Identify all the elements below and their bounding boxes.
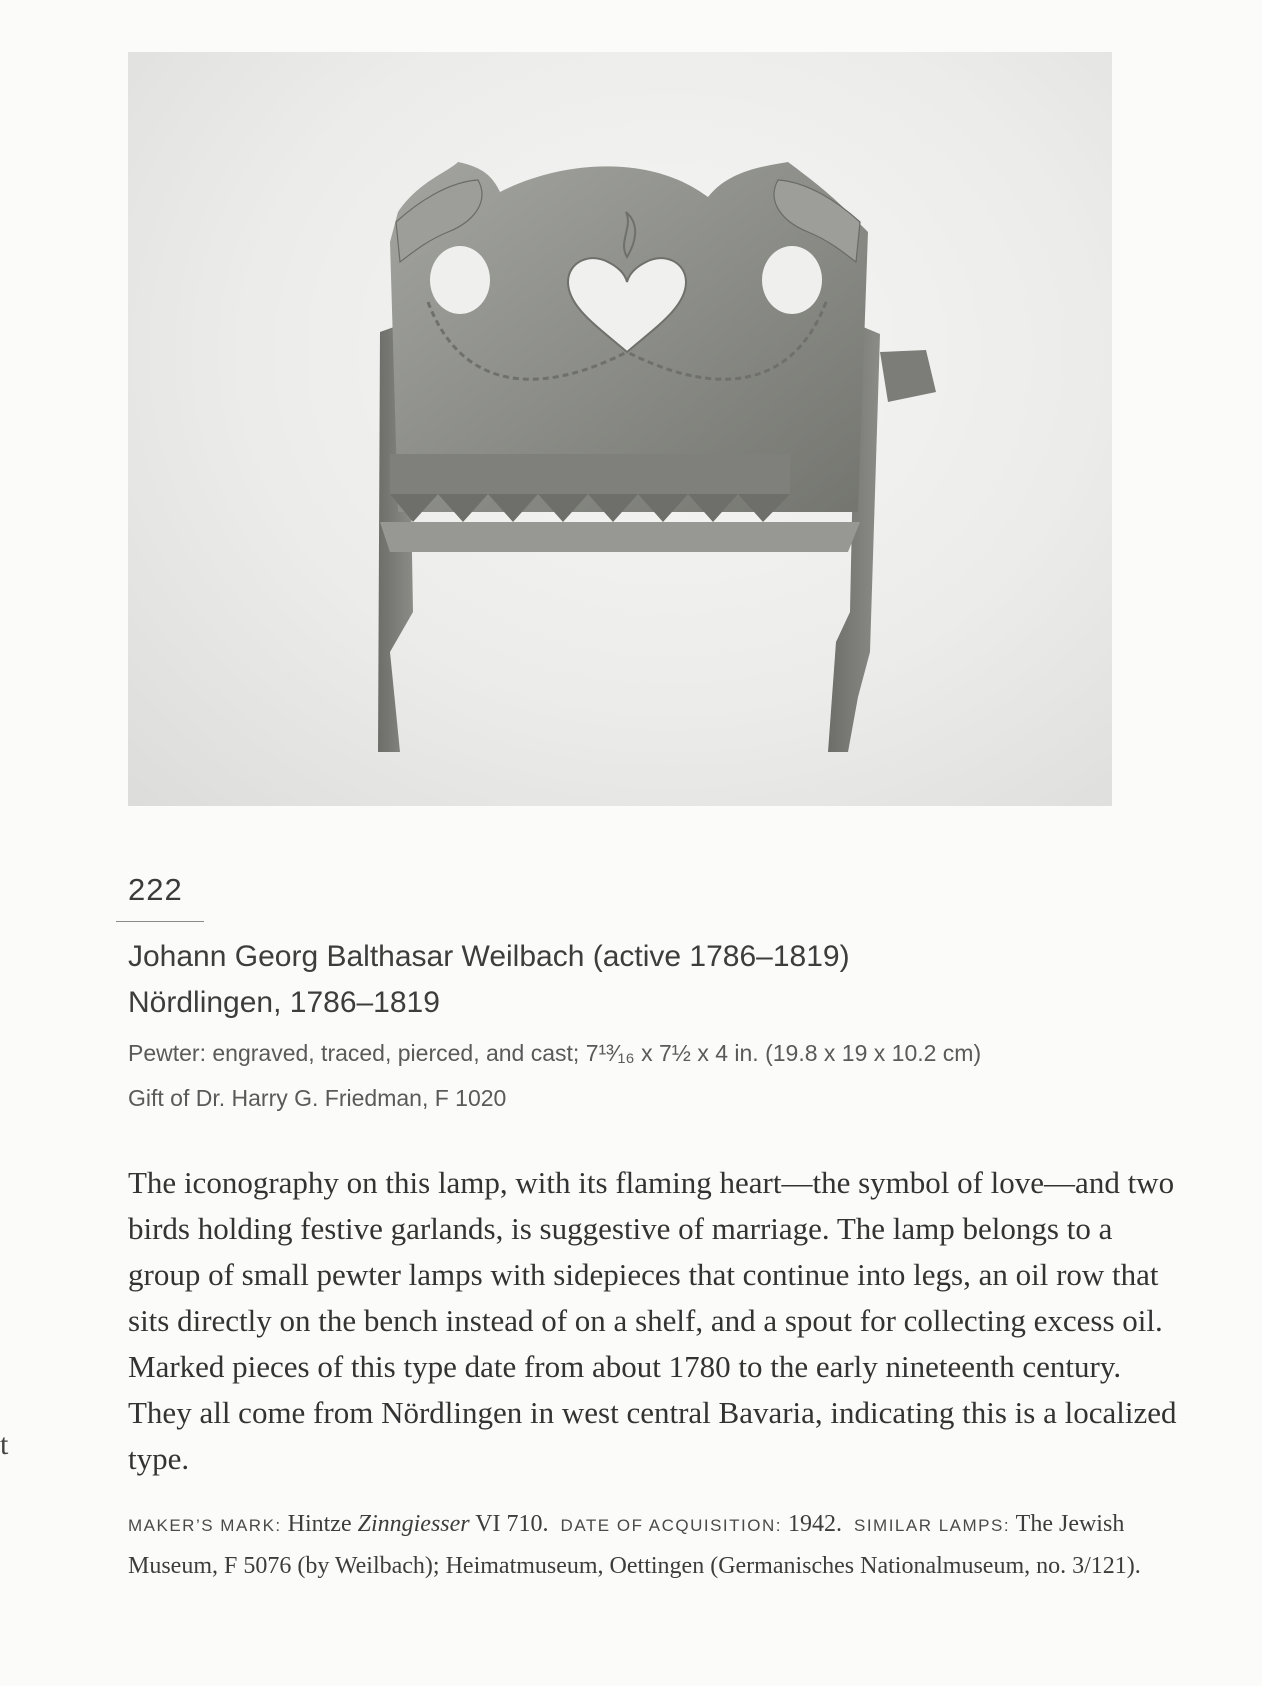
acquisition-value: 1942. — [787, 1511, 842, 1537]
pewter-lamp-illustration — [128, 52, 1112, 806]
catalog-number-rule — [116, 921, 204, 922]
acquisition-label: DATE OF ACQUISITION: — [560, 1516, 782, 1535]
medium-dimensions-line: Pewter: engraved, traced, pierced, and cast; 7¹³⁄₁₆ x 7½ x 4 in. (19.8 x 19 x 10.2 cm) — [128, 1040, 982, 1066]
description-paragraph: The iconography on this lamp, with its flaming heart—the symbol of love—and two birds holding festive garlands, is suggestive of marriage. The lamp belongs to a group of small pewter lamps with sidepieces that continue into legs, an oil row that sits directly on the bench instead of on a shelf, and a spout for collecting excess oil. Marked pieces of this type date from about 1780 to the early nineteenth century. They all come from Nördlingen in west central Bavaria, indicating this is a localized type. — [128, 1165, 1177, 1476]
maker-line: Johann Georg Balthasar Weilbach (active 1786–1819) — [128, 940, 850, 973]
makers-mark-prefix: Hintze — [287, 1511, 352, 1537]
place-date-line: Nördlingen, 1786–1819 — [128, 986, 440, 1019]
credit-line: Gift of Dr. Harry G. Friedman, F 1020 — [128, 1085, 507, 1111]
left-pierced-opening — [430, 246, 490, 314]
makers-mark-italic: Zinngiesser — [357, 1511, 470, 1537]
makers-mark-suffix: VI 710. — [475, 1511, 549, 1537]
catalog-notes — [128, 1504, 1188, 1586]
margin-glyph: t — [0, 1428, 9, 1461]
similar-lamps-value: The Jewish Museum, F 5076 (by Weilbach); Heimatmuseum, Oettingen (Germanisches Nationalmuseum, no. 3/121). — [128, 1511, 1141, 1579]
catalog-number: 222 — [128, 872, 183, 907]
oil-collecting-spout — [880, 350, 936, 402]
bench — [380, 522, 860, 552]
similar-lamps-label: SIMILAR LAMPS: — [853, 1516, 1011, 1535]
right-pierced-opening — [762, 246, 822, 314]
makers-mark-label: MAKER’S MARK: — [128, 1516, 282, 1535]
lamp-photograph — [128, 52, 1112, 806]
oil-row — [390, 454, 790, 494]
